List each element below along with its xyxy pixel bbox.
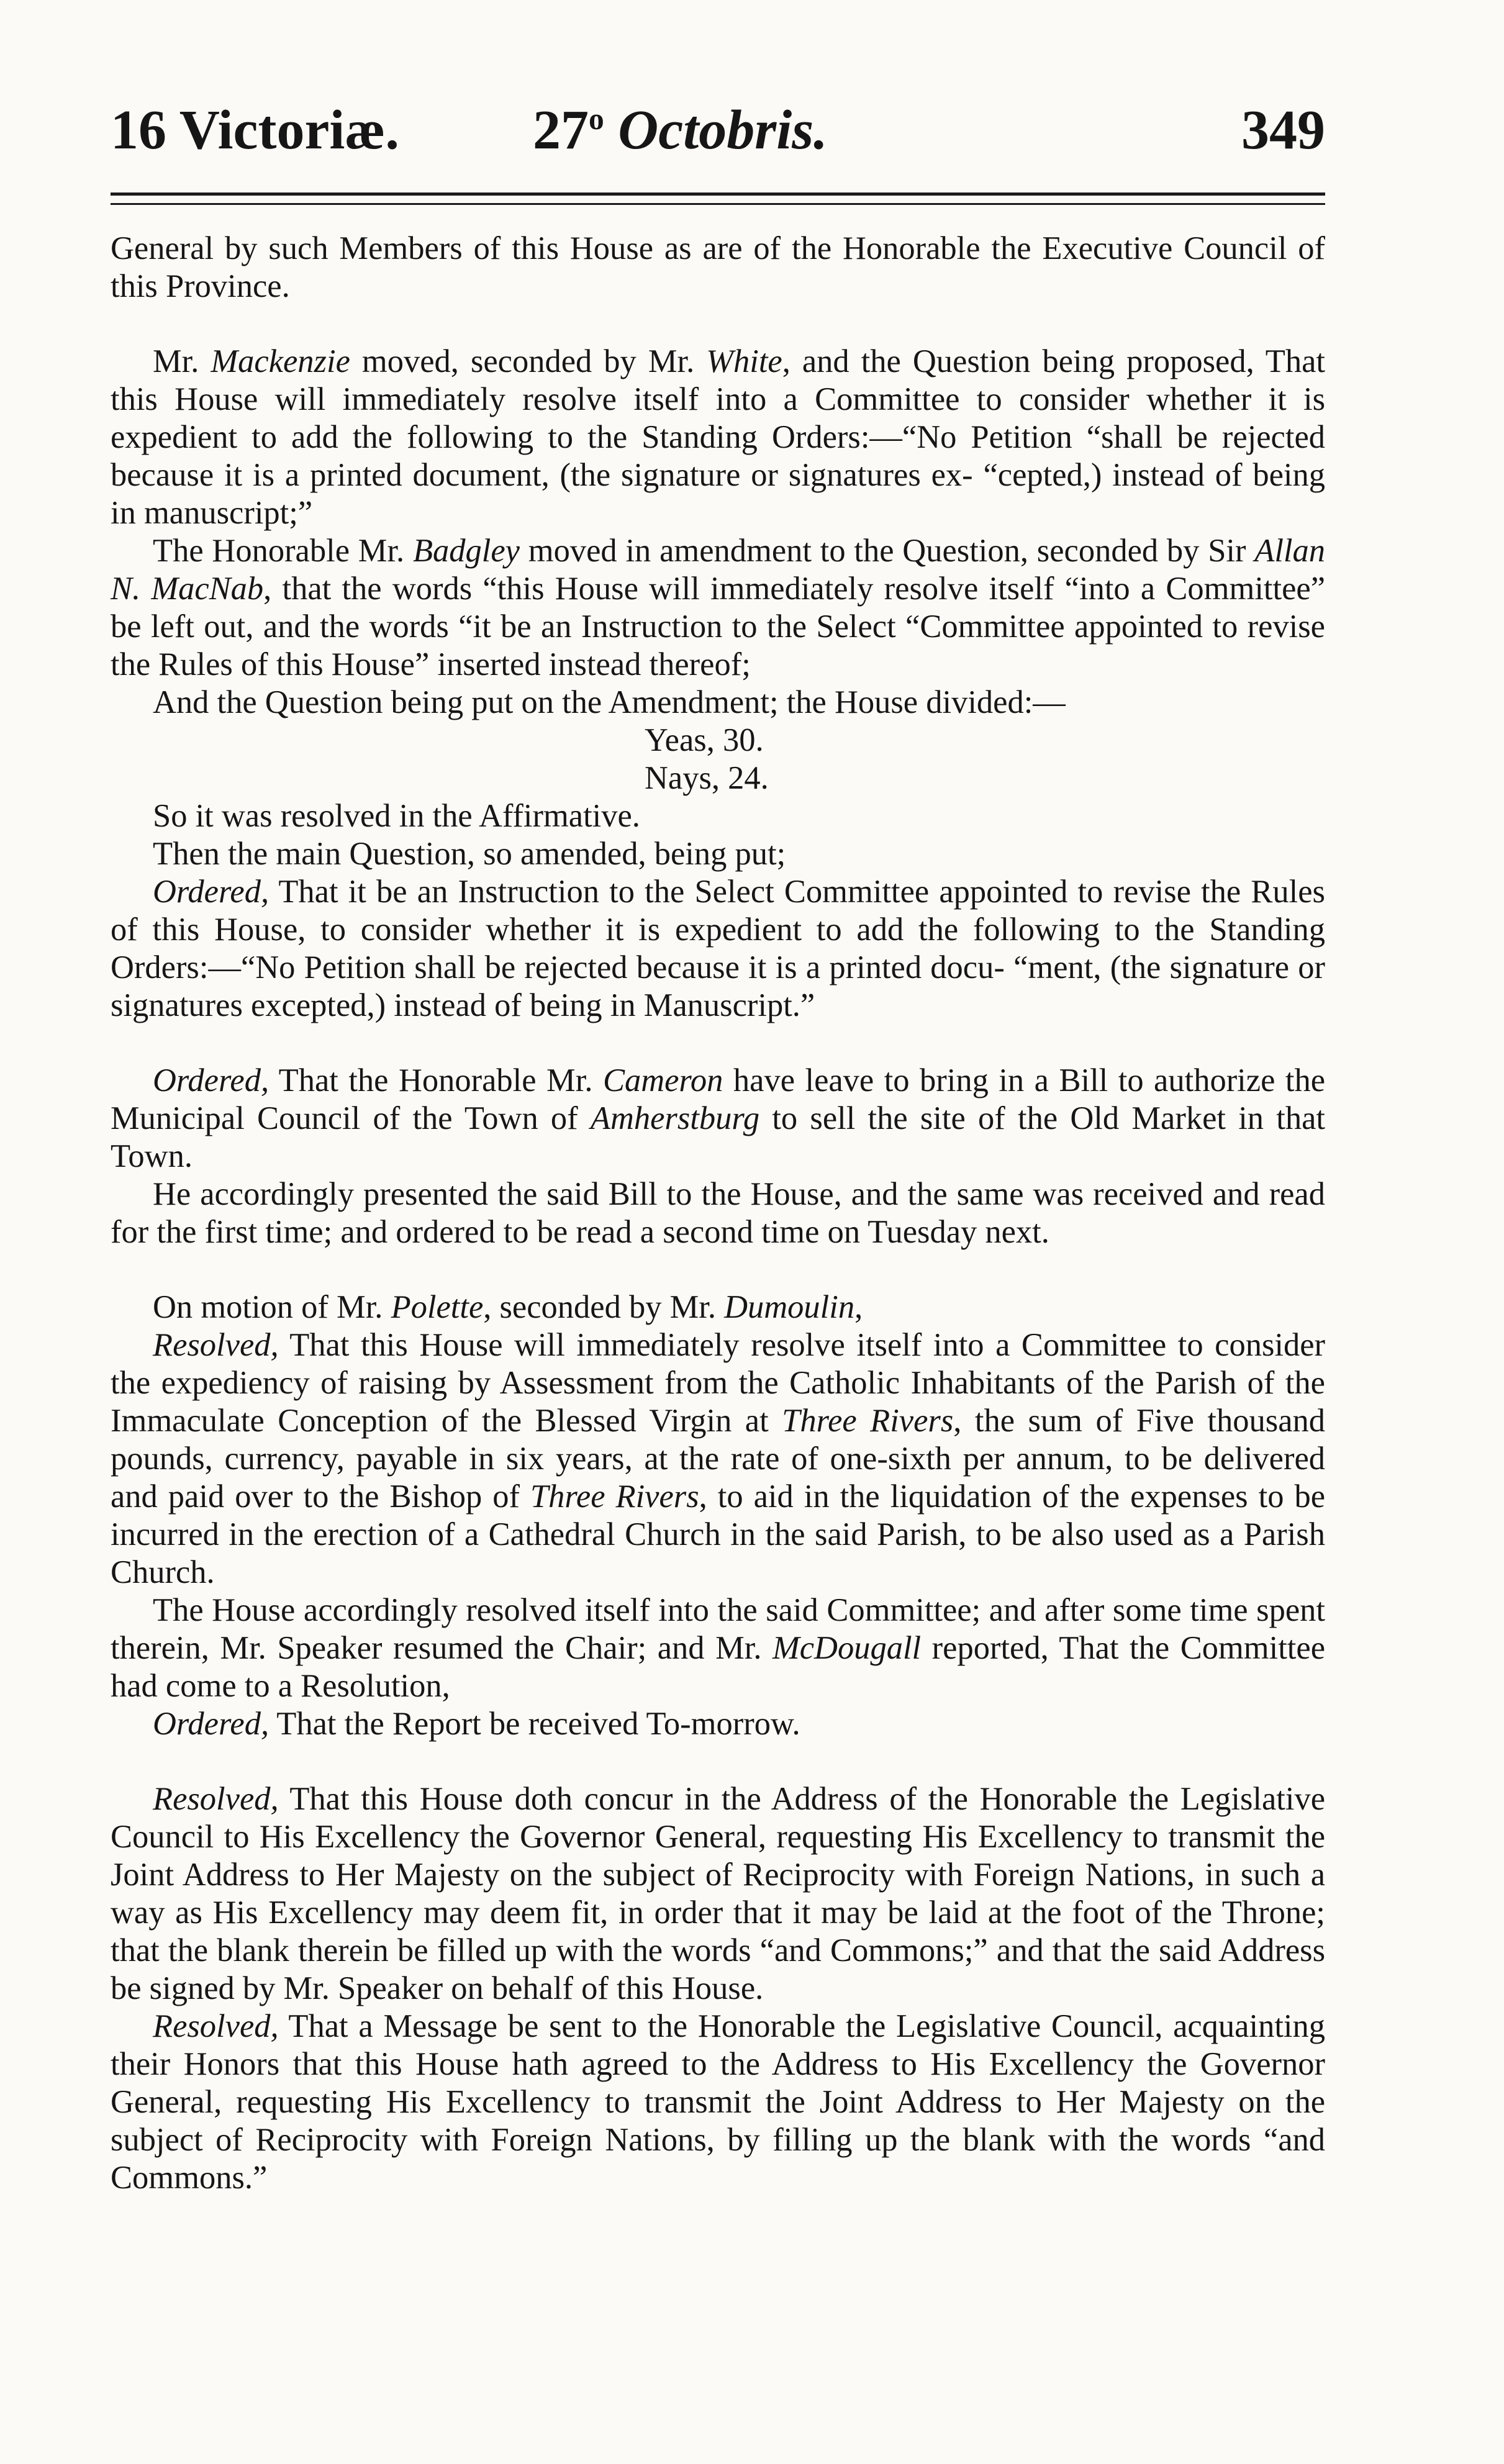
paragraph-ordered-instruction: Ordered, That it be an Instruction to the Select Committee appointed to revise the Rules of this House, to consider whether it is expedient to add the following to the Standing Orders:—“No Petition shall be rejected because it is a printed docu- “ment, (the signature or signatures excepted,) instead of being in Manuscript.”: [111, 874, 1325, 1023]
paragraph-resolved-address: Resolved, That this House doth concur in the Address of the Honorable the Legislative Council to His Excellency the Governor General, requesting His Excellency to transmit the Joint Address to Her Majesty on the subject of Reciprocity with Foreign Nations, in such a way as His Excellency may deem fit, in order that it may be laid at the foot of the Throne; that the blank therein be filled up with the words “and Commons;” and that the said Address be signed by Mr. Speaker on behalf of this House.: [111, 1781, 1325, 2006]
header-rule: [111, 192, 1325, 205]
paragraph-committee-report: The House accordingly resolved itself into the said Committee; and after some time spent therein, Mr. Speaker resumed the Chair; and Mr. McDougall reported, That the Committee had come to a Resolution,: [111, 1592, 1325, 1704]
paragraph-mackenzie-motion: Mr. Mackenzie moved, seconded by Mr. White, and the Question being proposed, That this House will immediately resolve itself into a Committee to consider whether it is expedient to add the following to the Standing Orders:—“No Petition “shall be rejected because it is a printed document, (the signature or signatures ex- “cepted,) instead of being in manuscript;”: [111, 343, 1325, 531]
paragraph-badgley-amendment: The Honorable Mr. Badgley moved in amendment to the Question, seconded by Sir Allan N. MacNab, that the words “this House will immediately resolve itself “into a Committee” be left out, and the words “it be an Instruction to the Select “Committee appointed to revise the Rules of this House” inserted instead thereof;: [111, 533, 1325, 682]
paragraph-resolved-affirmative: So it was resolved in the Affirmative.: [153, 798, 640, 834]
page-number: 349: [1241, 99, 1325, 161]
date-day: 27: [533, 99, 589, 161]
paragraph-continuation: General by such Members of this House as are of the Honorable the Executive Council of this Province.: [111, 230, 1325, 304]
paragraph-main-question: Then the main Question, so amended, being put;: [153, 836, 786, 872]
paragraph-ordered-cameron-bill: Ordered, That the Honorable Mr. Cameron have leave to bring in a Bill to authorize the Municipal Council of the Town of Amherstburg to sell the site of the Old Market in that Town.: [111, 1062, 1325, 1174]
date-month: Octobris.: [618, 99, 828, 161]
journal-body: [111, 230, 1325, 2197]
date-degree: o: [589, 102, 604, 136]
vote-yeas: Yeas, 30.: [645, 722, 764, 758]
running-head: [111, 93, 1325, 168]
paragraph-division: And the Question being put on the Amendment; the House divided:—: [153, 684, 1066, 720]
date-heading: [533, 93, 828, 168]
paragraph-resolved-message: Resolved, That a Message be sent to the Honorable the Legislative Council, acquainting their Honors that this House hath agreed to the Address to His Excellency the Governor General, requesting His Excellency to transmit the Joint Address to Her Majesty on the subject of Reciprocity with Foreign Nations, by filling up the blank with the words “and Commons.”: [111, 2008, 1325, 2196]
paragraph-polette-motion: On motion of Mr. Polette, seconded by Mr. Dumoulin,: [153, 1289, 863, 1325]
paragraph-bill-first-reading: He accordingly presented the said Bill to the House, and the same was received and read for the first time; and ordered to be read a second time on Tuesday next.: [111, 1176, 1325, 1250]
regnal-year: 16 Victoriæ.: [111, 99, 399, 161]
vote-nays: Nays, 24.: [645, 760, 769, 796]
paragraph-ordered-report: Ordered, That the Report be received To-morrow.: [153, 1706, 800, 1742]
paragraph-resolved-assessment: Resolved, That this House will immediately resolve itself into a Committee to consider the expediency of raising by Assessment from the Catholic Inhabitants of the Parish of the Immaculate Conception of the Blessed Virgin at Three Rivers, the sum of Five thousand pounds, currency, payable in six years, at the rate of one-sixth per annum, to be delivered and paid over to the Bishop of Three Rivers, to aid in the liquidation of the expenses to be incurred in the erection of a Cathedral Church in the said Parish, to be also used as a Parish Church.: [111, 1327, 1326, 1590]
